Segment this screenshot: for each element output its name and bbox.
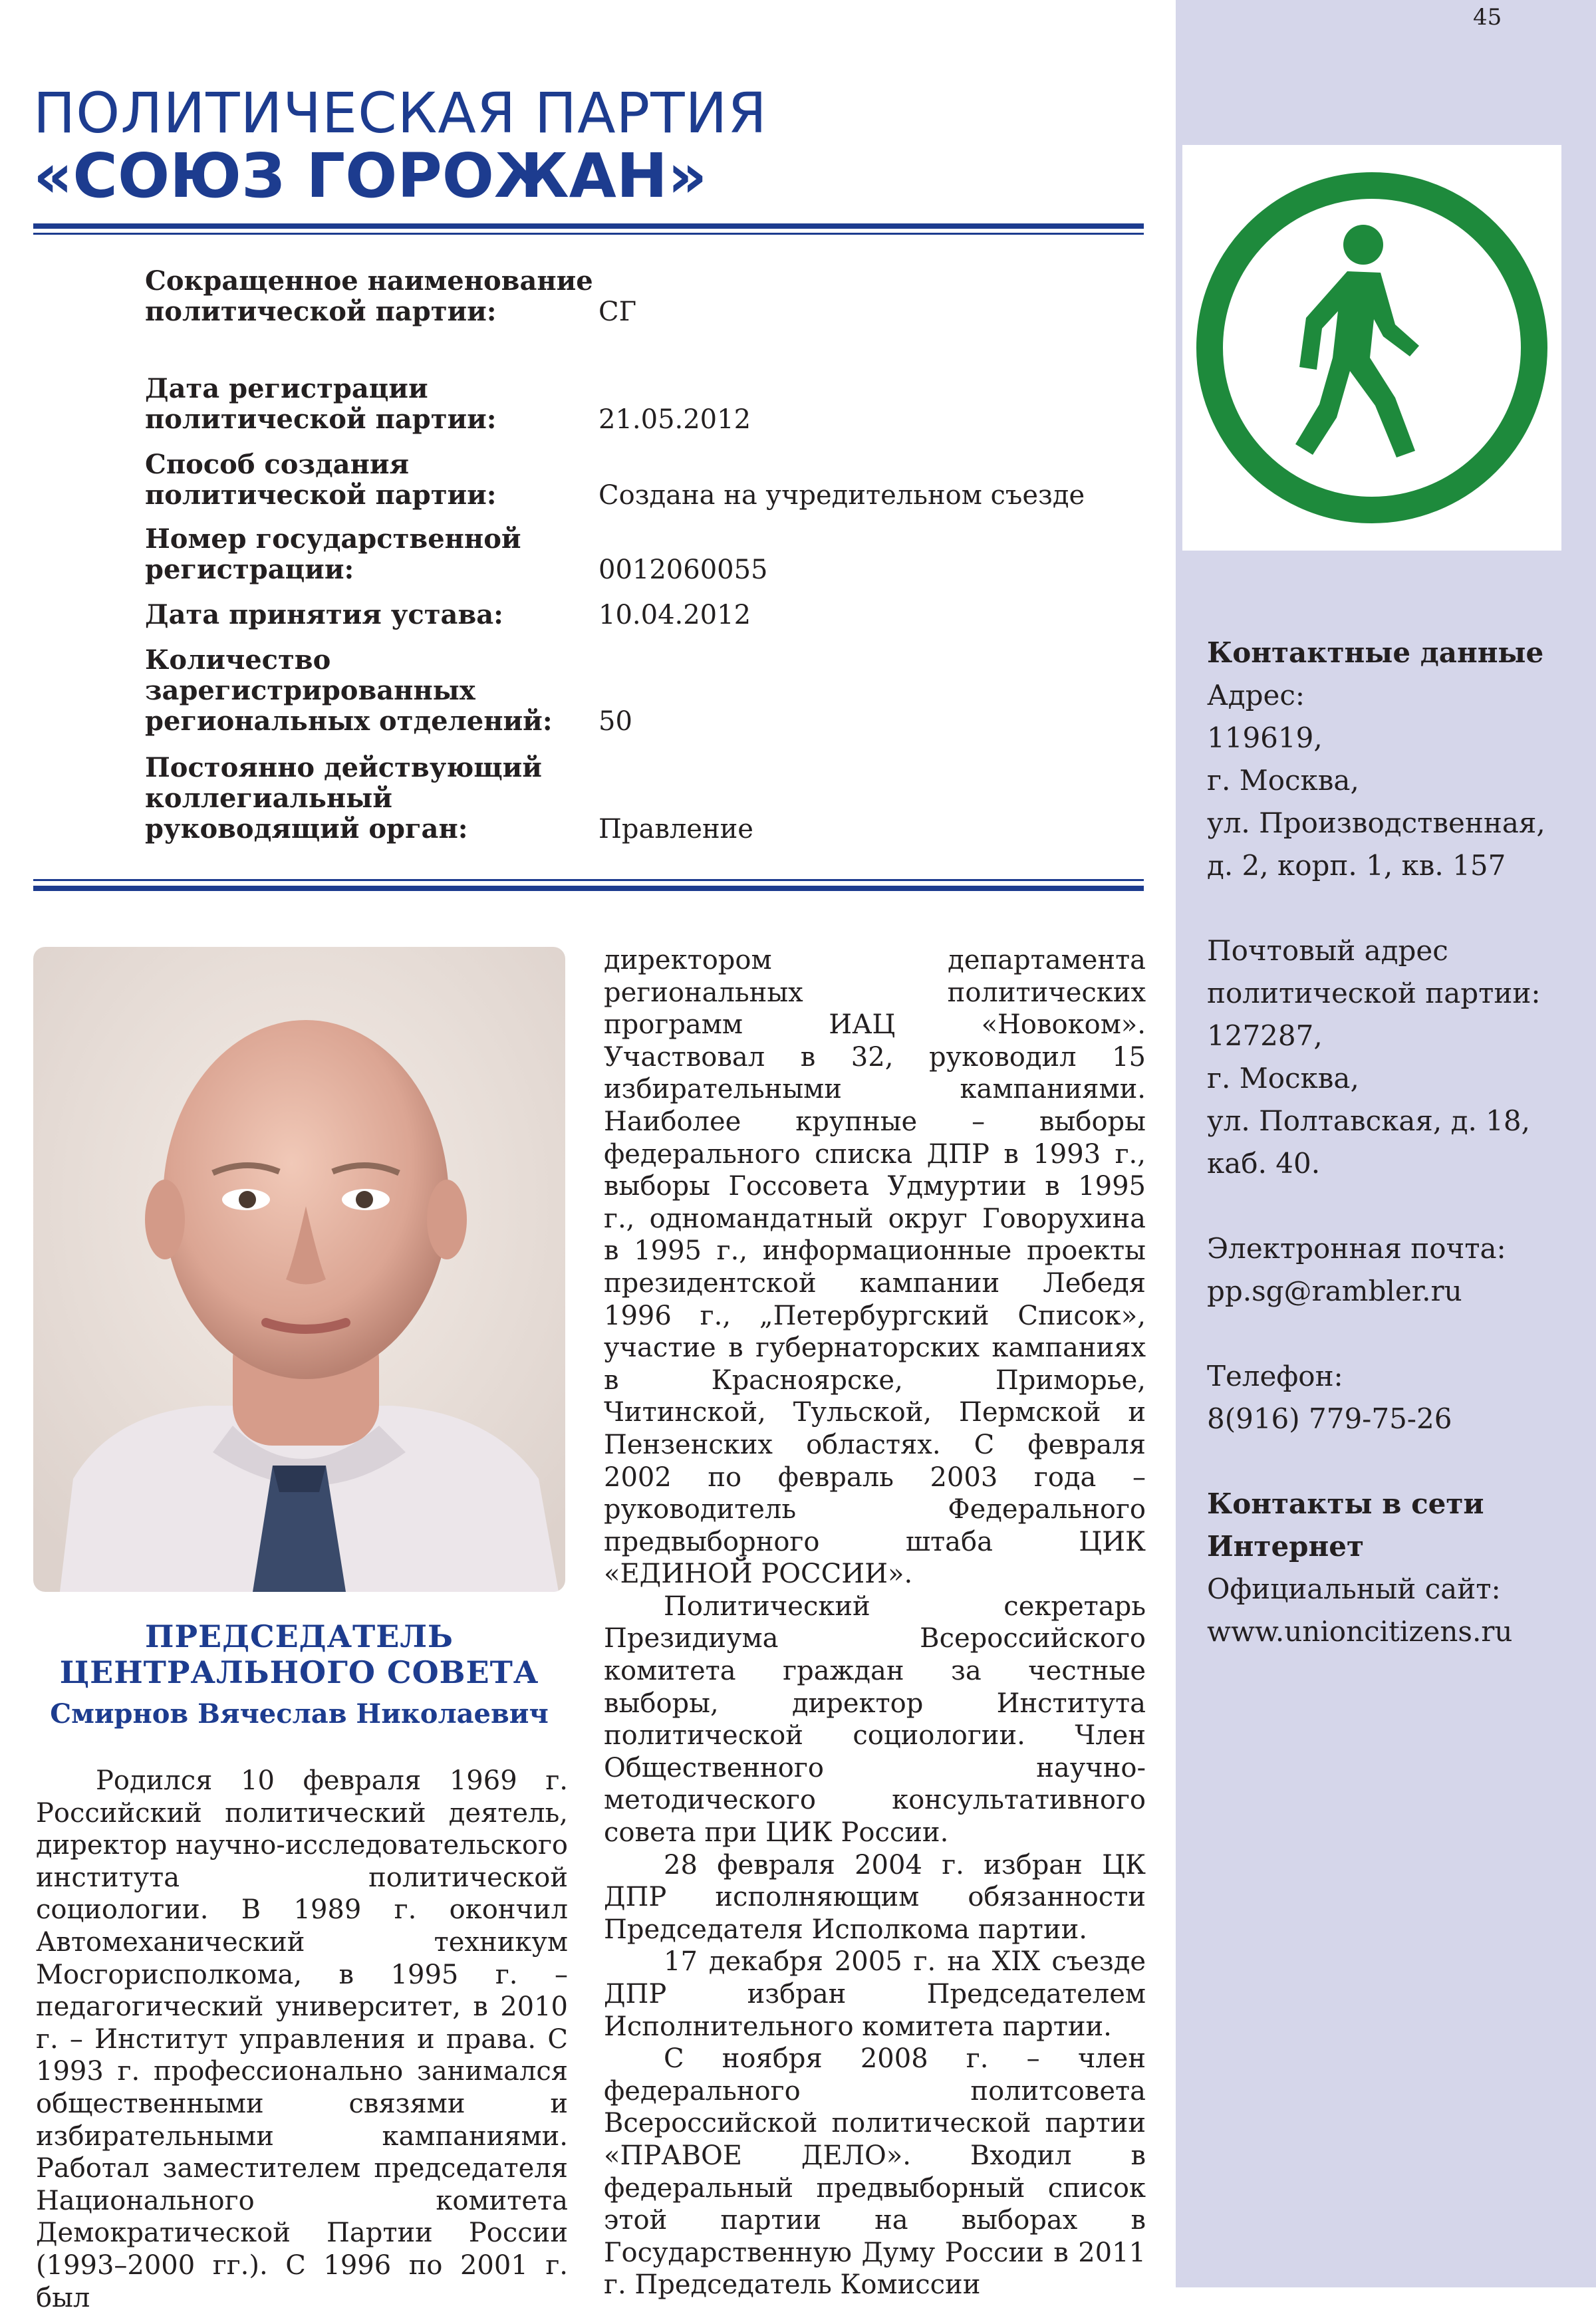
bio-column-left bbox=[36, 1765, 568, 2314]
bio-paragraph: директором департамента региональных политических программ ИАЦ «Новоком». Участвовал в 32, руководил 15 избирательными кампаниями. Наиболее крупные – выборы федерального списка ДПР в 1993 г., выборы Госсовета Удмуртии в 1995 г., одномандатный округ Говорухина в 1995 г., информационные проекты президентской кампании Лебедя 1996 г., „Петербургский Список», участие в губернаторских кампаниях в Красноярске, Приморье, Читинской, Тульской, Пермской и Пензенских областях. С февраля 2002 по февраль 2003 года – руководитель Федерального предвыборного штаба ЦИК «ЕДИНОЙ РОССИИ». bbox=[604, 945, 1146, 1590]
postal-line: 127287, bbox=[1207, 1019, 1323, 1052]
info-row-charter-date bbox=[145, 598, 1142, 630]
address-label: Адрес: bbox=[1207, 679, 1305, 711]
info-row-governing-body bbox=[145, 751, 1142, 844]
internet-heading: Контакты в сети bbox=[1207, 1487, 1484, 1520]
phone-label: Телефон: bbox=[1207, 1360, 1343, 1392]
info-label: Способ создания политической партии: bbox=[145, 449, 497, 511]
bio-paragraph: Родился 10 февраля 1969 г. Российский политический деятель, директор научно-исследовательского института политической социологии. В 1989 г. окончил Автомеханический техникум Мосгорисполкома, в 1995 г. – педагогический университет, в 2010 г. – Институт управления и права. С 1993 г. профессионально занимался общественными связями и избирательными кампаниями. Работал заместителем председателя Национального комитета Демократической Партии России (1993–2000 гг.). С 1996 по 2001 г. был bbox=[36, 1765, 568, 2313]
info-label: Номер государственной регистрации: bbox=[145, 523, 521, 585]
page-number: 45 bbox=[1473, 4, 1502, 31]
party-title bbox=[33, 80, 767, 211]
info-value: 21.05.2012 bbox=[598, 404, 751, 435]
postal-label: Почтовый адрес bbox=[1207, 934, 1448, 967]
role-line-1: ПРЕДСЕДАТЕЛЬ bbox=[145, 1618, 454, 1654]
info-row-registration-number bbox=[145, 523, 1142, 585]
info-label: Постоянно действующий коллегиальный руководящий орган: bbox=[145, 752, 542, 844]
info-label: Количество зарегистрированных региональных отделений: bbox=[145, 644, 553, 737]
site-label: Официальный сайт: bbox=[1207, 1573, 1501, 1605]
postal-label: политической партии: bbox=[1207, 977, 1541, 1009]
party-logo bbox=[1182, 145, 1561, 551]
site-link[interactable]: www.unioncitizens.ru bbox=[1207, 1615, 1513, 1648]
title-divider bbox=[33, 223, 1144, 229]
info-value: 50 bbox=[598, 706, 632, 737]
leader-role-title bbox=[33, 1618, 565, 1690]
bio-column-right bbox=[604, 944, 1146, 2301]
info-value: Создана на учредительном съезде bbox=[598, 480, 1085, 511]
address-line: д. 2, корп. 1, кв. 157 bbox=[1207, 849, 1506, 882]
spacer bbox=[1207, 1313, 1579, 1355]
postal-line: каб. 40. bbox=[1207, 1147, 1321, 1180]
info-value: 10.04.2012 bbox=[598, 600, 751, 630]
contacts-heading: Контактные данные bbox=[1207, 636, 1544, 669]
leader-photo bbox=[33, 947, 565, 1592]
bio-paragraph: С ноября 2008 г. – член федерального политсовета Всероссийской политической партии «ПРАВОЕ ДЕЛО». Входил в федеральный предвыборный список этой партии на выборах в Государственную Думу России в 2011 г. Председатель Комиссии bbox=[604, 2043, 1146, 2301]
info-label: Сокращенное наименование политической партии: bbox=[145, 265, 593, 327]
address-line: 119619, bbox=[1207, 721, 1323, 754]
info-label: Дата регистрации политической партии: bbox=[145, 373, 497, 435]
info-row-regional-branches bbox=[145, 644, 1142, 737]
info-row-creation-method bbox=[145, 448, 1142, 511]
leader-name: Смирнов Вячеслав Николаевич bbox=[50, 1698, 549, 1730]
info-value: 0012060055 bbox=[598, 555, 768, 585]
spacer bbox=[1207, 1185, 1579, 1227]
info-divider bbox=[33, 886, 1144, 891]
address-line: ул. Производственная, bbox=[1207, 807, 1545, 839]
postal-line: ул. Полтавская, д. 18, bbox=[1207, 1104, 1530, 1137]
title-line-2: «СОЮЗ ГОРОЖАН» bbox=[33, 140, 708, 211]
phone-number: 8(916) 779-75-26 bbox=[1207, 1402, 1452, 1435]
title-divider-thin bbox=[33, 233, 1144, 235]
info-value: СГ bbox=[598, 297, 637, 327]
info-row-short-name bbox=[145, 265, 1142, 327]
postal-line: г. Москва, bbox=[1207, 1062, 1359, 1094]
address-line: г. Москва, bbox=[1207, 764, 1359, 797]
info-label: Дата принятия устава: bbox=[145, 599, 503, 630]
internet-heading: Интернет bbox=[1207, 1530, 1365, 1563]
contact-details bbox=[1207, 632, 1579, 1653]
info-row-registration-date bbox=[145, 372, 1142, 435]
role-line-2: ЦЕНТРАЛЬНОГО СОВЕТА bbox=[59, 1654, 539, 1690]
bio-paragraph: Политический секретарь Президиума Всероссийского комитета граждан за честные выборы, директор Института политической социологии. Член Общественного научно-методического консультативного совета при ЦИК России. bbox=[604, 1591, 1146, 1849]
email-link[interactable]: pp.sg@rambler.ru bbox=[1207, 1275, 1462, 1307]
spacer bbox=[1207, 887, 1579, 930]
spacer bbox=[1207, 1440, 1579, 1483]
bio-paragraph: 17 декабря 2005 г. на XIX съезде ДПР избран Председателем Исполнительного комитета партии. bbox=[604, 1946, 1146, 2042]
info-value: Правление bbox=[598, 814, 753, 844]
bio-paragraph: 28 февраля 2004 г. избран ЦК ДПР исполняющим обязанности Председателя Исполкома партии. bbox=[604, 1849, 1146, 1945]
title-line-1: ПОЛИТИЧЕСКАЯ ПАРТИЯ bbox=[33, 80, 767, 146]
email-label: Электронная почта: bbox=[1207, 1232, 1506, 1265]
info-divider-thin bbox=[33, 879, 1144, 881]
